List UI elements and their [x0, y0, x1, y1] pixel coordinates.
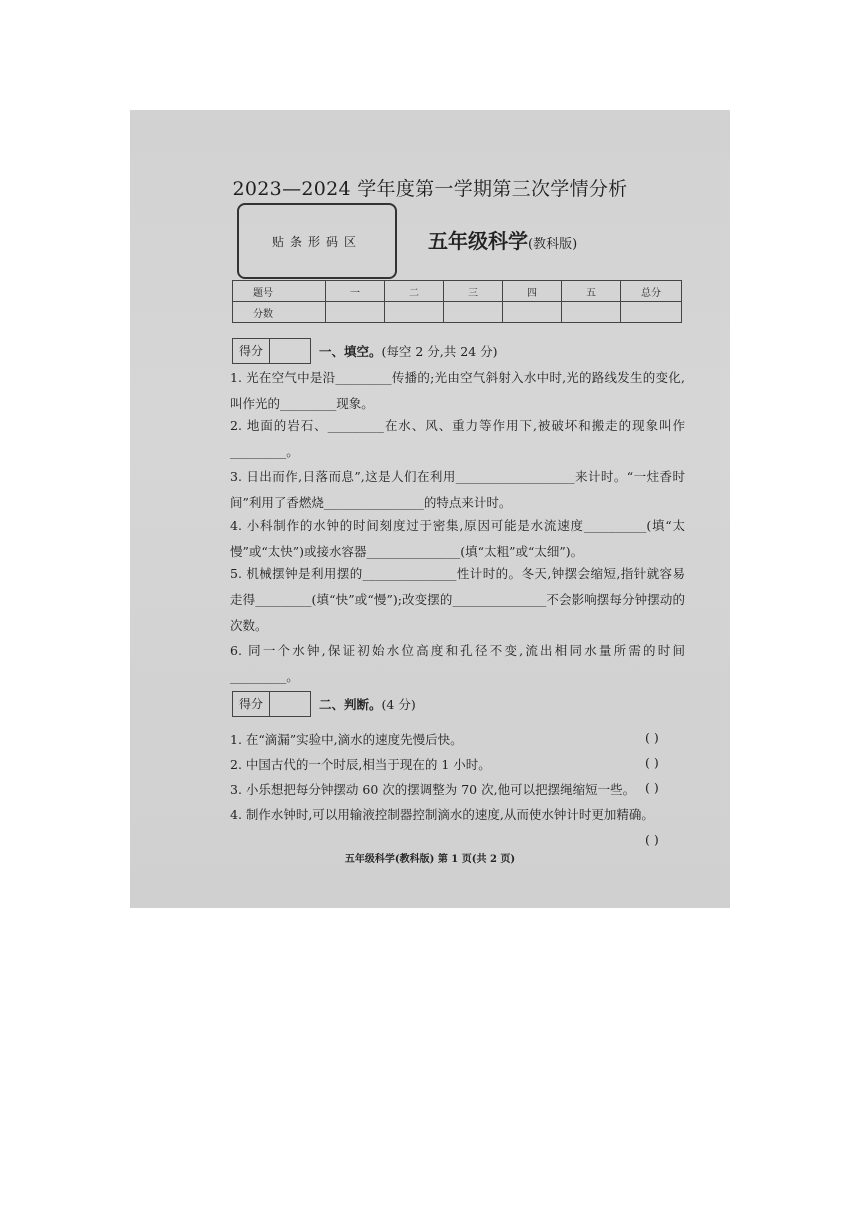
table-cell: 三	[444, 281, 503, 302]
score-blank[interactable]	[270, 692, 310, 716]
judge-text: 2. 中国古代的一个时辰,相当于现在的 1 小时。	[230, 757, 491, 772]
fill-question-5: 5. 机械摆钟是利用摆的_______________性计时的。冬天,钟摆会缩短,指针就容易走得_________(填“快”或“慢”);改变摆的_______________不会影响摆每分钟摆动的次数。	[230, 566, 685, 633]
score-input-cell[interactable]	[385, 302, 444, 323]
answer-paren[interactable]: ( )	[645, 755, 659, 770]
fill-question-6: 6. 同一个水钟,保证初始水位高度和孔径不变,流出相同水量所需的时间_________。	[230, 643, 685, 684]
barcode-label: 贴条形码区	[271, 234, 362, 249]
section2-title: 二、判断。	[319, 697, 382, 712]
table-cell: 四	[503, 281, 562, 302]
score-label: 得分	[233, 339, 270, 363]
score-input-cell[interactable]	[326, 302, 385, 323]
table-cell: 五	[562, 281, 621, 302]
score-input-cell[interactable]	[562, 302, 621, 323]
table-cell: 一	[326, 281, 385, 302]
subject-name: 五年级科学	[428, 229, 528, 253]
score-blank[interactable]	[270, 339, 310, 363]
page-footer: 五年级科学(教科版) 第 1 页(共 2 页)	[344, 854, 516, 865]
table-cell: 总分	[621, 281, 682, 302]
judge-text: 3. 小乐想把每分钟摆动 60 次的摆调整为 70 次,他可以把摆绳缩短一些。	[230, 782, 636, 797]
score-input-cell[interactable]	[503, 302, 562, 323]
subject-edition: (教科版)	[528, 237, 578, 252]
fill-question-4: 4. 小科制作的水钟的时间刻度过于密集,原因可能是水流速度__________(填“太慢”或“太快”)或接水容器_______________(填“太粗”或“太细”)。	[230, 518, 685, 559]
exam-title: 2023—2024 学年度第一学期第三次学情分析	[232, 178, 628, 200]
score-table-score-row	[233, 302, 682, 323]
section1-score-box	[232, 338, 311, 364]
judge-question-1	[230, 730, 685, 748]
score-table-header-row	[233, 281, 682, 302]
fill-question-2: 2. 地面的岩石、_________在水、风、重力等作用下,被破坏和搬走的现象叫作_________。	[230, 418, 685, 459]
score-table	[232, 280, 682, 323]
judge-question-4-answer-row	[230, 832, 685, 847]
judge-question-2	[230, 755, 685, 773]
answer-paren[interactable]: ( )	[645, 730, 659, 745]
table-cell: 二	[385, 281, 444, 302]
fill-question-1: 1. 光在空气中是沿_________传播的;光由空气斜射入水中时,光的路线发生的变化,叫作光的_________现象。	[230, 370, 685, 411]
section2-heading	[319, 695, 416, 713]
exam-photo	[130, 110, 730, 908]
section2-header	[232, 691, 416, 717]
score-input-cell[interactable]	[444, 302, 503, 323]
judge-text: 4. 制作水钟时,可以用输液控制器控制滴水的速度,从而使水钟计时更加精确。	[230, 807, 654, 822]
barcode-area	[237, 203, 397, 279]
section2-note: (4 分)	[381, 697, 416, 712]
score-label: 得分	[233, 692, 270, 716]
judge-text: 1. 在“滴漏”实验中,滴水的速度先慢后快。	[230, 732, 463, 747]
answer-paren[interactable]: ( )	[645, 780, 659, 795]
judge-question-3	[230, 780, 685, 798]
section1-title: 一、填空。	[319, 344, 382, 359]
score-input-cell[interactable]	[621, 302, 682, 323]
fill-question-3: 3. 日出而作,日落而息”,这是人们在利用___________________来计时。“一炷香时间”利用了香燃烧________________的特点来计时。	[230, 469, 685, 510]
subject-title	[428, 225, 577, 254]
section1-header	[232, 338, 498, 364]
table-cell: 题号	[233, 281, 326, 302]
table-cell: 分数	[233, 302, 326, 323]
section1-note: (每空 2 分,共 24 分)	[381, 344, 498, 359]
section2-score-box	[232, 691, 311, 717]
section1-heading	[319, 342, 498, 360]
answer-paren[interactable]: ( )	[645, 832, 659, 847]
judge-question-4	[230, 805, 685, 823]
